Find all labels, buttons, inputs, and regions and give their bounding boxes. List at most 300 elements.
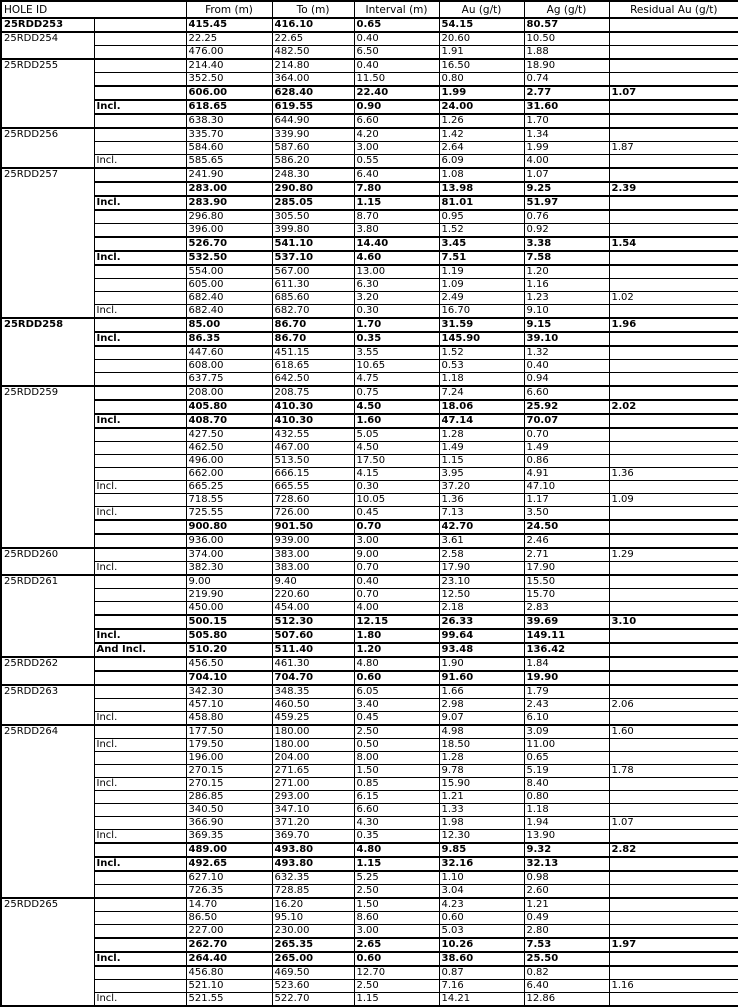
residual-au-cell — [609, 346, 738, 360]
residual-au-cell — [609, 332, 738, 346]
to-cell: 9.40 — [272, 575, 354, 589]
residual-au-cell — [609, 414, 738, 428]
interval-cell: 2.50 — [354, 980, 439, 993]
table-row — [1, 196, 738, 210]
interval-cell: 22.40 — [354, 86, 439, 100]
qualifier-cell — [94, 182, 186, 196]
table-row — [1, 507, 738, 521]
residual-au-cell — [609, 778, 738, 791]
to-cell: 611.30 — [272, 279, 354, 292]
qualifier-cell — [94, 520, 186, 534]
interval-cell: 1.15 — [354, 196, 439, 210]
au-cell: 1.21 — [439, 791, 524, 804]
ag-cell: 24.50 — [524, 520, 609, 534]
residual-au-cell — [609, 952, 738, 966]
to-cell: 214.80 — [272, 59, 354, 73]
au-cell: 81.01 — [439, 196, 524, 210]
table-row — [1, 725, 738, 739]
qualifier-cell — [94, 346, 186, 360]
residual-au-cell — [609, 966, 738, 980]
qualifier-cell — [94, 938, 186, 952]
table-row — [1, 182, 738, 196]
from-cell: 489.00 — [186, 843, 272, 857]
from-cell: 665.25 — [186, 481, 272, 494]
residual-au-cell — [609, 386, 738, 400]
qualifier-cell: Incl. — [94, 830, 186, 844]
interval-cell: 1.15 — [354, 857, 439, 871]
from-cell: 408.70 — [186, 414, 272, 428]
interval-cell: 0.30 — [354, 305, 439, 319]
table-row — [1, 685, 738, 699]
from-cell: 335.70 — [186, 128, 272, 142]
interval-cell: 14.40 — [354, 237, 439, 251]
to-cell: 371.20 — [272, 817, 354, 830]
interval-cell: 1.20 — [354, 643, 439, 657]
column-header-ag: Ag (g/t) — [524, 1, 609, 18]
interval-cell: 0.90 — [354, 100, 439, 114]
to-cell: 666.15 — [272, 468, 354, 481]
residual-au-cell — [609, 589, 738, 602]
to-cell: 685.60 — [272, 292, 354, 305]
ag-cell: 2.77 — [524, 86, 609, 100]
residual-au-cell — [609, 196, 738, 210]
from-cell: 725.55 — [186, 507, 272, 521]
residual-au-cell: 2.06 — [609, 699, 738, 712]
column-header-to: To (m) — [272, 1, 354, 18]
interval-cell: 2.50 — [354, 725, 439, 739]
ag-cell: 39.69 — [524, 615, 609, 629]
from-cell: 605.00 — [186, 279, 272, 292]
from-cell: 457.10 — [186, 699, 272, 712]
interval-cell: 0.60 — [354, 952, 439, 966]
qualifier-cell: Incl. — [94, 952, 186, 966]
table-row — [1, 468, 738, 481]
from-cell: 618.65 — [186, 100, 272, 114]
residual-au-cell: 2.82 — [609, 843, 738, 857]
table-row — [1, 830, 738, 844]
to-cell: 348.35 — [272, 685, 354, 699]
to-cell: 339.90 — [272, 128, 354, 142]
table-row — [1, 414, 738, 428]
to-cell: 22.65 — [272, 32, 354, 46]
au-cell: 47.14 — [439, 414, 524, 428]
qualifier-cell — [94, 279, 186, 292]
from-cell: 369.35 — [186, 830, 272, 844]
table-row — [1, 18, 738, 32]
ag-cell: 1.34 — [524, 128, 609, 142]
residual-au-cell: 1.54 — [609, 237, 738, 251]
ag-cell: 15.50 — [524, 575, 609, 589]
table-row — [1, 73, 738, 87]
table-row — [1, 155, 738, 169]
hole-id-cell: 25RDD259 — [1, 386, 94, 548]
to-cell: 230.00 — [272, 925, 354, 939]
qualifier-cell: Incl. — [94, 305, 186, 319]
to-cell: 618.65 — [272, 360, 354, 373]
qualifier-cell — [94, 817, 186, 830]
residual-au-cell: 2.39 — [609, 182, 738, 196]
qualifier-cell: Incl. — [94, 993, 186, 1007]
au-cell: 1.15 — [439, 455, 524, 468]
from-cell: 227.00 — [186, 925, 272, 939]
residual-au-cell — [609, 224, 738, 238]
qualifier-cell — [94, 400, 186, 414]
to-cell: 451.15 — [272, 346, 354, 360]
residual-au-cell — [609, 128, 738, 142]
au-cell: 2.58 — [439, 548, 524, 562]
table-row — [1, 520, 738, 534]
residual-au-cell — [609, 857, 738, 871]
table-row — [1, 237, 738, 251]
to-cell: 901.50 — [272, 520, 354, 534]
au-cell: 0.80 — [439, 73, 524, 87]
interval-cell: 6.05 — [354, 685, 439, 699]
qualifier-cell — [94, 224, 186, 238]
residual-au-cell — [609, 685, 738, 699]
ag-cell: 7.58 — [524, 251, 609, 265]
to-cell: 512.30 — [272, 615, 354, 629]
qualifier-cell — [94, 386, 186, 400]
interval-cell: 0.45 — [354, 712, 439, 726]
table-row — [1, 993, 738, 1007]
to-cell: 95.10 — [272, 912, 354, 925]
qualifier-cell — [94, 360, 186, 373]
to-cell: 369.70 — [272, 830, 354, 844]
residual-au-cell — [609, 373, 738, 387]
table-row — [1, 778, 738, 791]
au-cell: 1.36 — [439, 494, 524, 507]
qualifier-cell — [94, 168, 186, 182]
au-cell: 9.85 — [439, 843, 524, 857]
table-row — [1, 712, 738, 726]
from-cell: 415.45 — [186, 18, 272, 32]
column-header-from: From (m) — [186, 1, 272, 18]
from-cell: 219.90 — [186, 589, 272, 602]
to-cell: 265.00 — [272, 952, 354, 966]
qualifier-cell: Incl. — [94, 251, 186, 265]
to-cell: 180.00 — [272, 725, 354, 739]
au-cell: 1.28 — [439, 752, 524, 765]
interval-cell: 1.80 — [354, 629, 439, 643]
table-row — [1, 912, 738, 925]
ag-cell: 25.50 — [524, 952, 609, 966]
interval-cell: 6.40 — [354, 168, 439, 182]
table-row — [1, 699, 738, 712]
from-cell: 682.40 — [186, 305, 272, 319]
to-cell: 541.10 — [272, 237, 354, 251]
to-cell: 265.35 — [272, 938, 354, 952]
au-cell: 10.26 — [439, 938, 524, 952]
from-cell: 264.40 — [186, 952, 272, 966]
au-cell: 20.60 — [439, 32, 524, 46]
qualifier-cell — [94, 602, 186, 616]
ag-cell: 2.83 — [524, 602, 609, 616]
qualifier-cell — [94, 59, 186, 73]
to-cell: 180.00 — [272, 739, 354, 752]
au-cell: 1.91 — [439, 46, 524, 60]
residual-au-cell — [609, 912, 738, 925]
qualifier-cell — [94, 292, 186, 305]
au-cell: 91.60 — [439, 671, 524, 685]
from-cell: 241.90 — [186, 168, 272, 182]
from-cell: 22.25 — [186, 32, 272, 46]
to-cell: 220.60 — [272, 589, 354, 602]
from-cell: 936.00 — [186, 534, 272, 548]
from-cell: 286.85 — [186, 791, 272, 804]
interval-cell: 4.20 — [354, 128, 439, 142]
qualifier-cell — [94, 752, 186, 765]
au-cell: 7.13 — [439, 507, 524, 521]
to-cell: 459.25 — [272, 712, 354, 726]
residual-au-cell — [609, 305, 738, 319]
from-cell: 526.70 — [186, 237, 272, 251]
residual-au-cell: 1.96 — [609, 318, 738, 332]
interval-cell: 3.00 — [354, 142, 439, 155]
table-row — [1, 671, 738, 685]
residual-au-cell — [609, 871, 738, 885]
to-cell: 682.70 — [272, 305, 354, 319]
residual-au-cell — [609, 830, 738, 844]
au-cell: 4.98 — [439, 725, 524, 739]
table-row — [1, 629, 738, 643]
au-cell: 24.00 — [439, 100, 524, 114]
qualifier-cell — [94, 548, 186, 562]
to-cell: 482.50 — [272, 46, 354, 60]
interval-cell: 2.65 — [354, 938, 439, 952]
from-cell: 86.50 — [186, 912, 272, 925]
ag-cell: 6.10 — [524, 712, 609, 726]
ag-cell: 31.60 — [524, 100, 609, 114]
to-cell: 513.50 — [272, 455, 354, 468]
qualifier-cell: Incl. — [94, 712, 186, 726]
from-cell: 340.50 — [186, 804, 272, 817]
from-cell: 726.35 — [186, 885, 272, 899]
from-cell: 532.50 — [186, 251, 272, 265]
au-cell: 1.90 — [439, 657, 524, 671]
ag-cell: 1.20 — [524, 265, 609, 279]
interval-cell: 3.20 — [354, 292, 439, 305]
interval-cell: 4.80 — [354, 843, 439, 857]
from-cell: 627.10 — [186, 871, 272, 885]
table-row — [1, 100, 738, 114]
qualifier-cell: Incl. — [94, 507, 186, 521]
residual-au-cell — [609, 643, 738, 657]
qualifier-cell — [94, 699, 186, 712]
from-cell: 682.40 — [186, 292, 272, 305]
au-cell: 1.18 — [439, 373, 524, 387]
from-cell: 500.15 — [186, 615, 272, 629]
qualifier-cell — [94, 210, 186, 224]
au-cell: 3.04 — [439, 885, 524, 899]
ag-cell: 9.25 — [524, 182, 609, 196]
qualifier-cell — [94, 142, 186, 155]
from-cell: 450.00 — [186, 602, 272, 616]
residual-au-cell — [609, 114, 738, 128]
au-cell: 2.64 — [439, 142, 524, 155]
interval-cell: 8.00 — [354, 752, 439, 765]
table-row — [1, 265, 738, 279]
residual-au-cell — [609, 739, 738, 752]
interval-cell: 0.70 — [354, 589, 439, 602]
interval-cell: 0.40 — [354, 32, 439, 46]
ag-cell: 5.19 — [524, 765, 609, 778]
residual-au-cell — [609, 46, 738, 60]
ag-cell: 32.13 — [524, 857, 609, 871]
qualifier-cell: And Incl. — [94, 643, 186, 657]
ag-cell: 0.94 — [524, 373, 609, 387]
au-cell: 14.21 — [439, 993, 524, 1007]
residual-au-cell: 1.02 — [609, 292, 738, 305]
au-cell: 38.60 — [439, 952, 524, 966]
interval-cell: 0.70 — [354, 562, 439, 576]
qualifier-cell: Incl. — [94, 778, 186, 791]
qualifier-cell — [94, 73, 186, 87]
from-cell: 177.50 — [186, 725, 272, 739]
au-cell: 2.98 — [439, 699, 524, 712]
interval-cell: 10.65 — [354, 360, 439, 373]
to-cell: 586.20 — [272, 155, 354, 169]
qualifier-cell — [94, 657, 186, 671]
qualifier-cell — [94, 494, 186, 507]
from-cell: 704.10 — [186, 671, 272, 685]
to-cell: 293.00 — [272, 791, 354, 804]
interval-cell: 1.15 — [354, 993, 439, 1007]
from-cell: 283.90 — [186, 196, 272, 210]
qualifier-cell — [94, 589, 186, 602]
to-cell: 726.00 — [272, 507, 354, 521]
residual-au-cell — [609, 520, 738, 534]
to-cell: 644.90 — [272, 114, 354, 128]
qualifier-cell — [94, 925, 186, 939]
interval-cell: 4.75 — [354, 373, 439, 387]
table-row — [1, 360, 738, 373]
interval-cell: 5.25 — [354, 871, 439, 885]
interval-cell: 0.60 — [354, 671, 439, 685]
to-cell: 410.30 — [272, 400, 354, 414]
interval-cell: 0.85 — [354, 778, 439, 791]
au-cell: 1.42 — [439, 128, 524, 142]
qualifier-cell — [94, 725, 186, 739]
ag-cell: 1.18 — [524, 804, 609, 817]
au-cell: 13.98 — [439, 182, 524, 196]
au-cell: 1.26 — [439, 114, 524, 128]
qualifier-cell — [94, 871, 186, 885]
from-cell: 900.80 — [186, 520, 272, 534]
residual-au-cell — [609, 59, 738, 73]
residual-au-cell: 1.16 — [609, 980, 738, 993]
ag-cell: 6.40 — [524, 980, 609, 993]
qualifier-cell — [94, 428, 186, 442]
to-cell: 383.00 — [272, 562, 354, 576]
ag-cell: 8.40 — [524, 778, 609, 791]
residual-au-cell: 3.10 — [609, 615, 738, 629]
ag-cell: 1.79 — [524, 685, 609, 699]
interval-cell: 5.05 — [354, 428, 439, 442]
interval-cell: 0.40 — [354, 59, 439, 73]
from-cell: 718.55 — [186, 494, 272, 507]
ag-cell: 149.11 — [524, 629, 609, 643]
table-row — [1, 938, 738, 952]
residual-au-cell — [609, 481, 738, 494]
ag-cell: 0.40 — [524, 360, 609, 373]
ag-cell: 1.99 — [524, 142, 609, 155]
qualifier-cell — [94, 455, 186, 468]
from-cell: 86.35 — [186, 332, 272, 346]
ag-cell: 3.09 — [524, 725, 609, 739]
ag-cell: 0.76 — [524, 210, 609, 224]
qualifier-cell — [94, 442, 186, 455]
ag-cell: 7.53 — [524, 938, 609, 952]
table-row — [1, 114, 738, 128]
table-row — [1, 32, 738, 46]
residual-au-cell: 1.36 — [609, 468, 738, 481]
to-cell: 665.55 — [272, 481, 354, 494]
table-row — [1, 400, 738, 414]
au-cell: 54.15 — [439, 18, 524, 32]
residual-au-cell — [609, 657, 738, 671]
hole-id-cell: 25RDD264 — [1, 725, 94, 898]
residual-au-cell — [609, 575, 738, 589]
ag-cell: 0.82 — [524, 966, 609, 980]
from-cell: 382.30 — [186, 562, 272, 576]
au-cell: 0.95 — [439, 210, 524, 224]
interval-cell: 12.15 — [354, 615, 439, 629]
to-cell: 86.70 — [272, 332, 354, 346]
au-cell: 0.87 — [439, 966, 524, 980]
interval-cell: 3.00 — [354, 534, 439, 548]
table-row — [1, 46, 738, 60]
au-cell: 1.19 — [439, 265, 524, 279]
ag-cell: 1.49 — [524, 442, 609, 455]
from-cell: 606.00 — [186, 86, 272, 100]
residual-au-cell: 1.07 — [609, 817, 738, 830]
qualifier-cell: Incl. — [94, 481, 186, 494]
ag-cell: 1.32 — [524, 346, 609, 360]
from-cell: 270.15 — [186, 778, 272, 791]
from-cell: 554.00 — [186, 265, 272, 279]
interval-cell: 0.40 — [354, 575, 439, 589]
qualifier-cell: Incl. — [94, 562, 186, 576]
table-row — [1, 739, 738, 752]
au-cell: 16.70 — [439, 305, 524, 319]
to-cell: 493.80 — [272, 843, 354, 857]
au-cell: 1.28 — [439, 428, 524, 442]
from-cell: 456.50 — [186, 657, 272, 671]
to-cell: 587.60 — [272, 142, 354, 155]
to-cell: 493.80 — [272, 857, 354, 871]
qualifier-cell: Incl. — [94, 857, 186, 871]
to-cell: 410.30 — [272, 414, 354, 428]
from-cell: 447.60 — [186, 346, 272, 360]
table-row — [1, 168, 738, 182]
interval-cell: 0.35 — [354, 332, 439, 346]
ag-cell: 13.90 — [524, 830, 609, 844]
interval-cell: 7.80 — [354, 182, 439, 196]
ag-cell: 18.90 — [524, 59, 609, 73]
qualifier-cell — [94, 468, 186, 481]
hole-id-cell: 25RDD254 — [1, 32, 94, 59]
to-cell: 364.00 — [272, 73, 354, 87]
residual-au-cell — [609, 279, 738, 292]
residual-au-cell — [609, 360, 738, 373]
qualifier-cell — [94, 534, 186, 548]
interval-cell: 4.50 — [354, 442, 439, 455]
hole-id-cell: 25RDD258 — [1, 318, 94, 386]
residual-au-cell — [609, 251, 738, 265]
hole-id-cell: 25RDD255 — [1, 59, 94, 128]
ag-cell: 2.43 — [524, 699, 609, 712]
residual-au-cell: 1.29 — [609, 548, 738, 562]
